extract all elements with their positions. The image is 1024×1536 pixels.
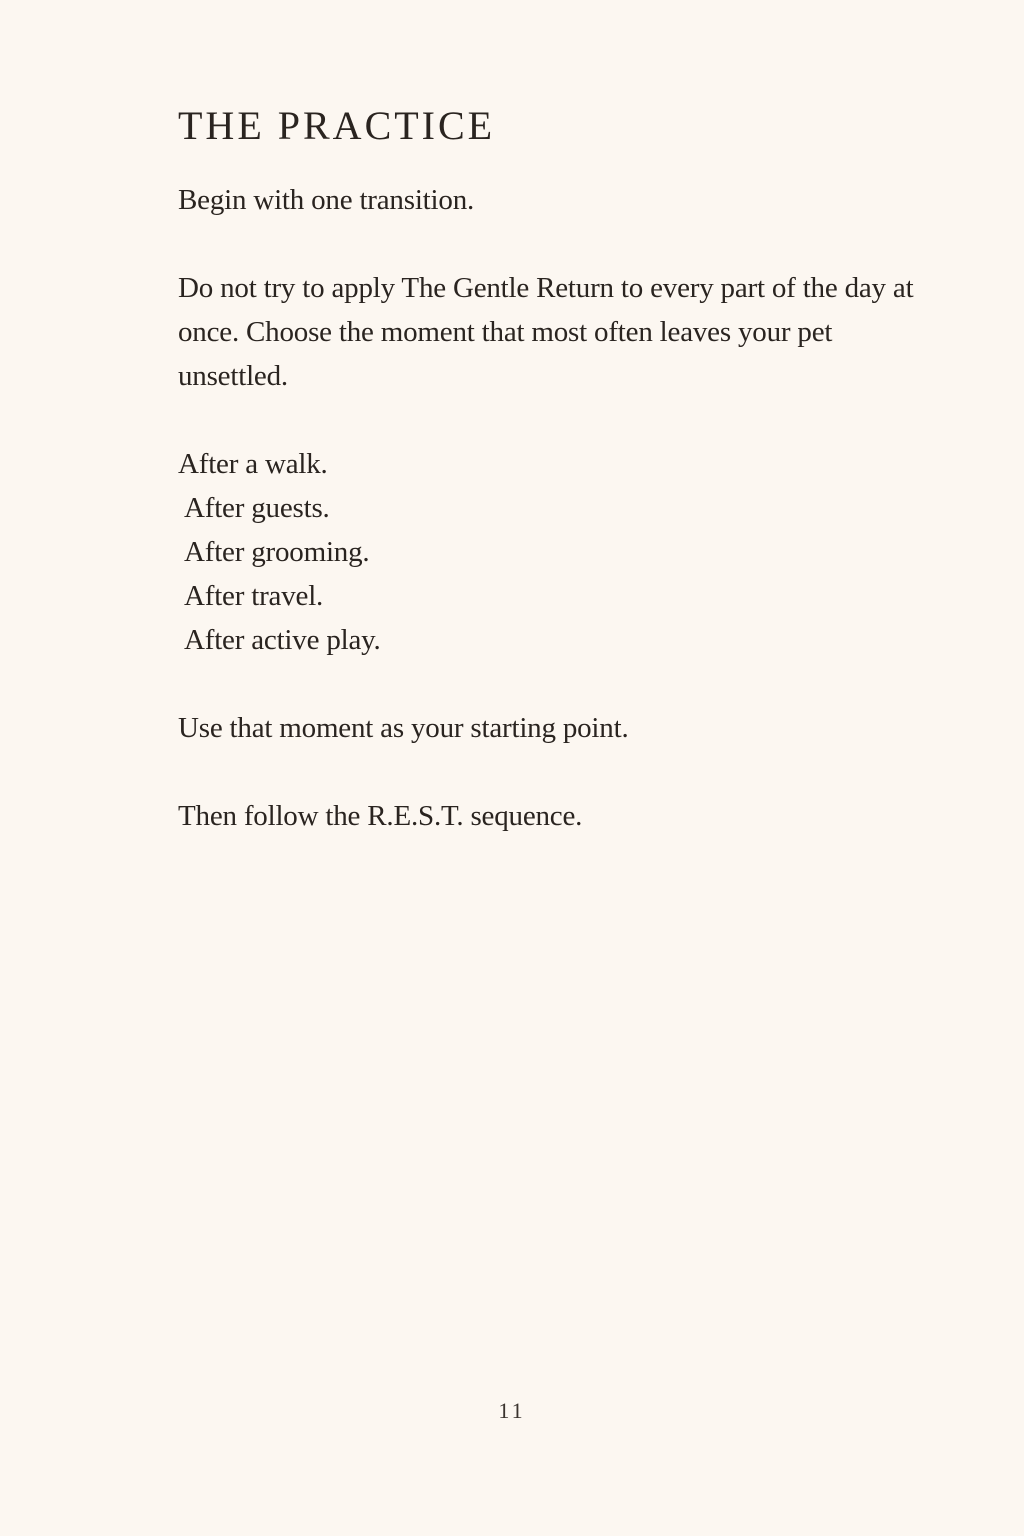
starting-point-paragraph: Use that moment as your starting point. — [178, 712, 629, 744]
intro-paragraph: Begin with one transition. — [178, 184, 475, 216]
section-title: THE PRACTICE — [178, 103, 496, 148]
moments-list — [178, 442, 381, 662]
list-item: After grooming. — [184, 536, 370, 568]
list-item: After travel. — [184, 580, 324, 612]
page-number: 11 — [498, 1398, 526, 1423]
list-item: After a walk. — [178, 448, 328, 480]
list-item: After active play. — [184, 624, 381, 656]
closing-paragraph: Then follow the R.E.S.T. sequence. — [178, 800, 583, 832]
instruction-paragraph: Do not try to apply The Gentle Return to every part of the day at once. Choose the moment that most often leaves your pet unsettled. — [178, 272, 914, 392]
list-item: After guests. — [184, 492, 330, 524]
